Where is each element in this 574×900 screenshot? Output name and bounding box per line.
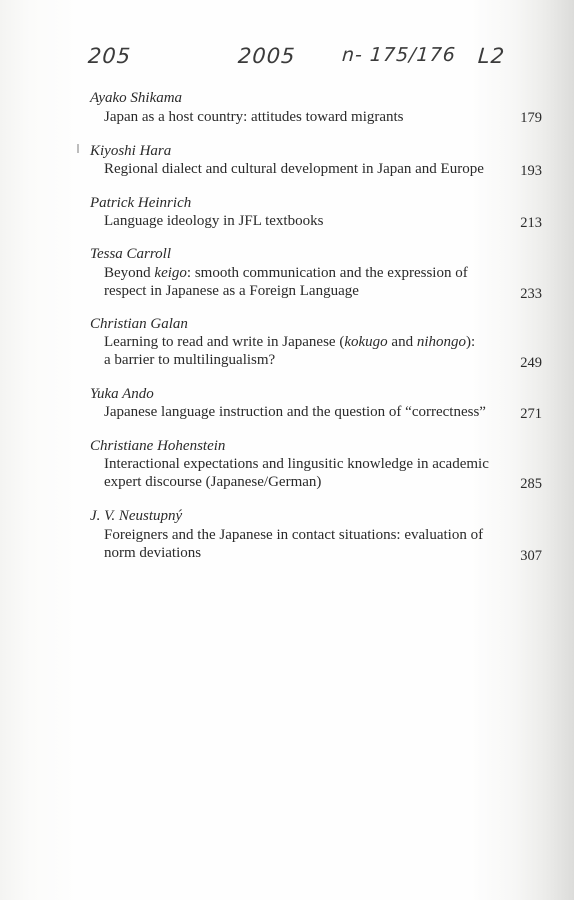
entry-title: Language ideology in JFL textbooks [104, 213, 324, 229]
entry-page-number: 213 [520, 215, 542, 231]
handwritten-note-4: L2 [477, 44, 506, 68]
entry-author: J. V. Neustupný [90, 508, 183, 524]
entry-title: Regional dialect and cultural development in Japan and Europe [104, 161, 484, 177]
entry-page-number: 307 [520, 548, 542, 564]
entry-author: Ayako Shikama [90, 90, 183, 106]
entry-title-line-2: a barrier to multilingualism? [104, 352, 276, 368]
entry-page-number: 271 [520, 406, 542, 422]
entry-title-line-1: Beyond keigo: smooth communication and the expression of [104, 265, 468, 281]
entry-title: Japanese language instruction and the question of “correctness” [104, 404, 486, 420]
entry-title-line-1: Learning to read and write in Japanese (kokugo and nihongo): [104, 334, 476, 350]
entry-title-line-2: norm deviations [104, 545, 202, 561]
margin-mark [77, 144, 79, 153]
handwritten-note-2: 2005 [237, 44, 297, 68]
entry-title-line-2: expert discourse (Japanese/German) [104, 474, 322, 490]
entry-author: Kiyoshi Hara [90, 143, 172, 159]
entry-author: Christian Galan [90, 316, 188, 332]
handwritten-note-1: 205 [87, 44, 132, 68]
entry-page-number: 179 [520, 110, 542, 126]
handwritten-note-3: n- 175/176 [341, 44, 457, 66]
entry-page-number: 233 [520, 286, 542, 302]
entry-page-number: 249 [520, 355, 542, 371]
entry-page-number: 285 [520, 476, 542, 492]
entry-title-line-1: Interactional expectations and lingusitic knowledge in academic [104, 456, 489, 472]
entry-author: Tessa Carroll [90, 246, 172, 262]
entry-title: Japan as a host country: attitudes toward migrants [104, 109, 404, 125]
entry-author: Yuka Ando [90, 386, 154, 402]
entry-title-line-2: respect in Japanese as a Foreign Language [104, 283, 359, 299]
entry-page-number: 193 [520, 163, 542, 179]
entry-author: Christiane Hohenstein [90, 438, 226, 454]
entry-author: Patrick Heinrich [90, 195, 192, 211]
entry-title-line-1: Foreigners and the Japanese in contact situations: evaluation of [104, 527, 484, 543]
